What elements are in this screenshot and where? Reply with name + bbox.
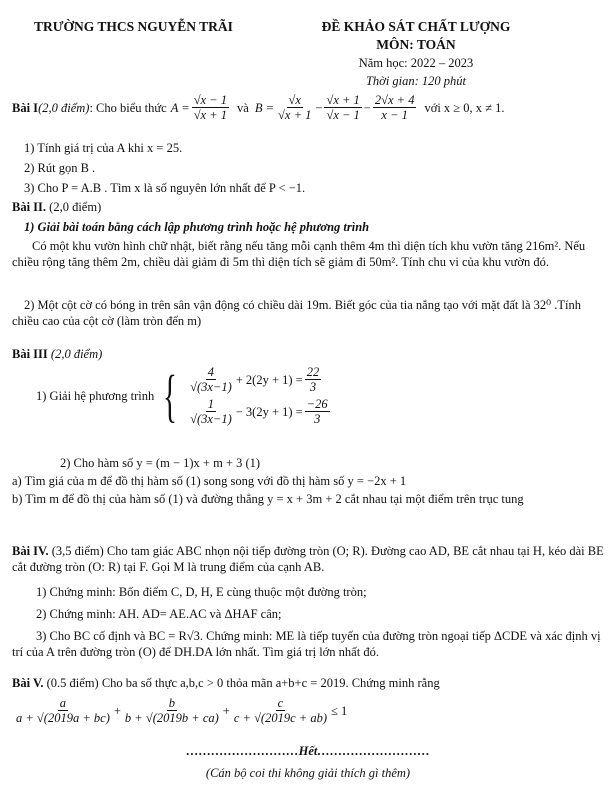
- bai1-condition: với x ≥ 0, x ≠ 1.: [424, 100, 505, 115]
- fraction-denominator: √x + 1: [193, 108, 228, 123]
- bai5-statement: [12, 675, 440, 691]
- fraction-denominator: b + √(2019b + ca): [124, 711, 219, 726]
- fraction-denominator: √(3x−1): [190, 380, 232, 395]
- fraction-numerator: 2√x + 4: [374, 93, 415, 107]
- end-marker: ………………………Hết………………………: [186, 744, 430, 758]
- fraction-denominator: 3: [309, 380, 317, 395]
- fraction-denominator: √x + 1: [278, 108, 312, 123]
- bai1-intro: : Cho biểu thức: [89, 100, 167, 115]
- fraction-b3: [373, 93, 417, 123]
- equation-middle: + 2(2y + 1) =: [235, 372, 303, 387]
- bai2-problem-1: Có một khu vườn hình chữ nhật, biết rằng nếu tăng mỗi cạnh thêm 4m thì diện tích khu vườn tăng 216m². Nếu chiều rộng tăng thêm 2m, chiều dài giảm đi 5m thì diện tích sẽ giảm đi 50m². Tính chu vi của khu vườn đó.: [12, 239, 586, 270]
- fraction-a: [192, 93, 229, 123]
- bai4-intro: (3,5 điểm) Cho tam giác ABC nhọn nội tiếp đường tròn (O; R). Đường cao AD, BE cắt nhau tại H, kéo dài BE cắt đường tròn (O: R) tại F. Gọi M là trung điểm của cạnh AB.: [12, 544, 604, 575]
- fraction-numerator: b: [168, 696, 175, 710]
- bai2-problem-2: 2) Một cột cờ có bóng in trên sân vận động có chiều dài 19m. Biết góc của tia nắng tạo với mặt đất là 32⁰ .Tính chiều cao của cột cờ (làm tròn đến m): [12, 298, 581, 329]
- fraction-numerator: −26: [306, 396, 328, 411]
- bai4-question-3: 3) Cho BC cố định và BC = R√3. Chứng minh: ME là tiếp tuyến của đường tròn ngoại tiếp ΔCDE và xác định vị trí của A trên đường tròn (O) để DH.DA lớn nhất. Tìm giá trị lớn nhất đó.: [12, 629, 601, 660]
- and-word: và: [237, 100, 249, 115]
- equation-1: [186, 365, 332, 395]
- exam-title: ĐỀ KHẢO SÁT CHẤT LƯỢNG: [321, 19, 511, 34]
- bai2-heading: Bài II.: [12, 200, 47, 214]
- fraction-numerator: 1: [207, 396, 215, 411]
- bai2-points: (2,0 điểm): [46, 200, 102, 214]
- fraction-numerator: √x: [288, 93, 301, 107]
- expr-a-lhs: A =: [170, 100, 190, 115]
- duration: Thời gian: 120 phút: [365, 74, 467, 88]
- bai1-question-1: 1) Tính giá trị của A khi x = 25.: [24, 141, 183, 155]
- footer-note: (Cán bộ coi thi không giải thích gì thêm): [205, 766, 411, 780]
- bai3-heading: Bài III: [12, 347, 48, 361]
- expr-b-lhs: B =: [254, 100, 275, 115]
- bai3-title: [12, 346, 102, 362]
- subject: MÔN: TOÁN: [376, 37, 456, 52]
- bai2-title: [12, 199, 101, 215]
- fraction-numerator: 22: [306, 365, 320, 379]
- bai3-points: (2,0 điểm): [47, 347, 103, 361]
- fraction-numerator: c: [277, 696, 284, 710]
- fraction-numerator: √x + 1: [326, 93, 360, 107]
- bai5-intro: (0.5 điểm) Cho ba số thực a,b,c > 0 thỏa mãn a+b+c = 2019. Chứng minh rằng: [43, 676, 440, 690]
- bai5-heading: Bài V.: [12, 676, 44, 690]
- bai1-statement: Bài I (2,0 điểm) : Cho biểu thức A = $\frac{√x - 1}{√x + 1}$ và B = $\frac{√x}{√x + 1}$ − $\frac{√x + 1}{√x - 1}$ − $\frac{2√x + 4}{x - 1}$ với x ≥ 0, x ≠ 1.: [12, 93, 505, 123]
- fraction-numerator: a: [59, 696, 67, 710]
- fraction-denominator: √(3x−1): [190, 412, 232, 427]
- bai4-statement: [12, 543, 604, 576]
- fraction-denominator: c + √(2019c + ab): [233, 711, 327, 726]
- bai4-heading: Bài IV.: [12, 544, 49, 558]
- bai1-question-2: 2) Rút gọn B .: [24, 161, 96, 175]
- fraction-denominator: x − 1: [381, 108, 408, 123]
- fraction-numerator: 4: [207, 365, 215, 379]
- school-name: TRƯỜNG THCS NGUYỄN TRÃI: [34, 19, 233, 34]
- bai3-system: [36, 362, 332, 428]
- bai4-question-1: 1) Chứng minh: Bốn điểm C, D, H, E cùng thuộc một đường tròn;: [36, 585, 367, 599]
- equation-2: [186, 397, 332, 427]
- fraction-b1: [276, 93, 313, 123]
- fraction-denominator: √x − 1: [326, 108, 360, 123]
- bai3-question-a: a) Tìm giá của m để đồ thị hàm số (1) song song với đồ thị hàm số y = −2x + 1: [12, 474, 407, 488]
- bai3-q1-label: 1) Giải hệ phương trình: [36, 388, 155, 403]
- brace-icon: {: [163, 362, 178, 428]
- fraction-numerator: √x − 1: [193, 93, 228, 107]
- bai1-heading: Bài I: [12, 100, 39, 115]
- bai1-question-3: 3) Cho P = A.B . Tìm x là số nguyên lớn nhất để P < −1.: [24, 181, 306, 195]
- bai1-points: (2,0 điểm): [38, 100, 90, 115]
- bai3-question-b: b) Tìm m để đồ thị của hàm số (1) và đường thẳng y = x + 3m + 2 cắt nhau tại một điểm trên trục tung: [12, 492, 524, 506]
- school-year: Năm học: 2022 – 2023: [358, 56, 474, 70]
- fraction-denominator: a + √(2019a + bc): [16, 711, 110, 726]
- inequality-rhs: ≤ 1: [331, 703, 348, 718]
- equation-system: [156, 362, 331, 428]
- bai3-q2-label: 2) Cho hàm số y = (m − 1)x + m + 3 (1): [60, 456, 261, 470]
- equation-middle: − 3(2y + 1) =: [235, 404, 303, 419]
- bai2-subtitle: 1) Giải bài toán bằng cách lập phương trình hoặc hệ phương trình: [24, 220, 370, 234]
- fraction-denominator: 3: [314, 412, 321, 427]
- bai5-inequality: $\frac{a}{a + √(2019a + bc)}$ + $\frac{b}{b + √(2019b + ca)}$ + $\frac{c}{c + √(2019c + ab)}$ ≤ 1: [16, 696, 348, 726]
- fraction-b2: [324, 93, 361, 123]
- bai4-question-2: 2) Chứng minh: AH. AD= AE.AC và ΔHAF cân;: [36, 607, 282, 621]
